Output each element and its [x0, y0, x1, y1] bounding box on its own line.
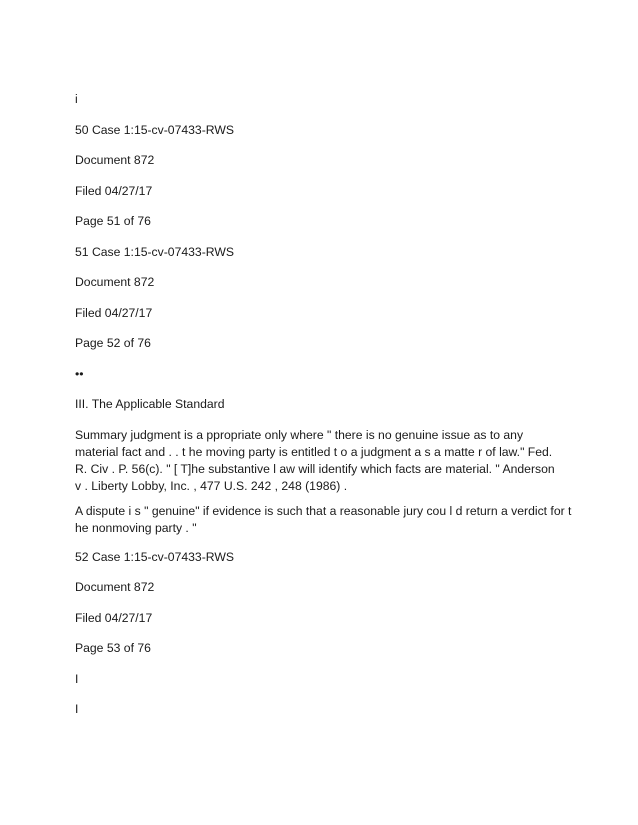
document-number: Document 872 [75, 153, 155, 167]
page-number: Page 53 of 76 [75, 641, 151, 655]
paragraph-summary-judgment: Summary judgment is a ppropriate only where " there is no genuine issue as to any material fact and . . t he moving party is entitled t o a judgment a s a matte r of law." Fed. R. Civ . P. 56(c). " [ T]he substantive l aw will identify which facts are material. " Anderson v . Liberty Lobby, Inc. , 477 U.S. 242 , 248 (1986) . [75, 428, 559, 493]
case-header: 52 Case 1:15-cv-07433-RWS [75, 550, 234, 564]
stray-mark: I [75, 702, 79, 716]
page-number: Page 52 of 76 [75, 336, 151, 350]
section-heading: III. The Applicable Standard [75, 397, 225, 411]
stray-mark: I [75, 672, 79, 686]
filed-date: Filed 04/27/17 [75, 184, 153, 198]
filed-date: Filed 04/27/17 [75, 611, 153, 625]
paragraph-genuine-dispute: A dispute i s " genuine" if evidence is such that a reasonable jury cou l d return a verdict for t he nonmoving party . " [75, 504, 575, 535]
case-header: 50 Case 1:15-cv-07433-RWS [75, 123, 234, 137]
stray-mark: i [75, 92, 78, 106]
filed-date: Filed 04/27/17 [75, 306, 153, 320]
case-header: 51 Case 1:15-cv-07433-RWS [75, 245, 234, 259]
document-number: Document 872 [75, 580, 155, 594]
page-number: Page 51 of 76 [75, 214, 151, 228]
document-number: Document 872 [75, 275, 155, 289]
bullet-marks: •• [75, 367, 84, 381]
